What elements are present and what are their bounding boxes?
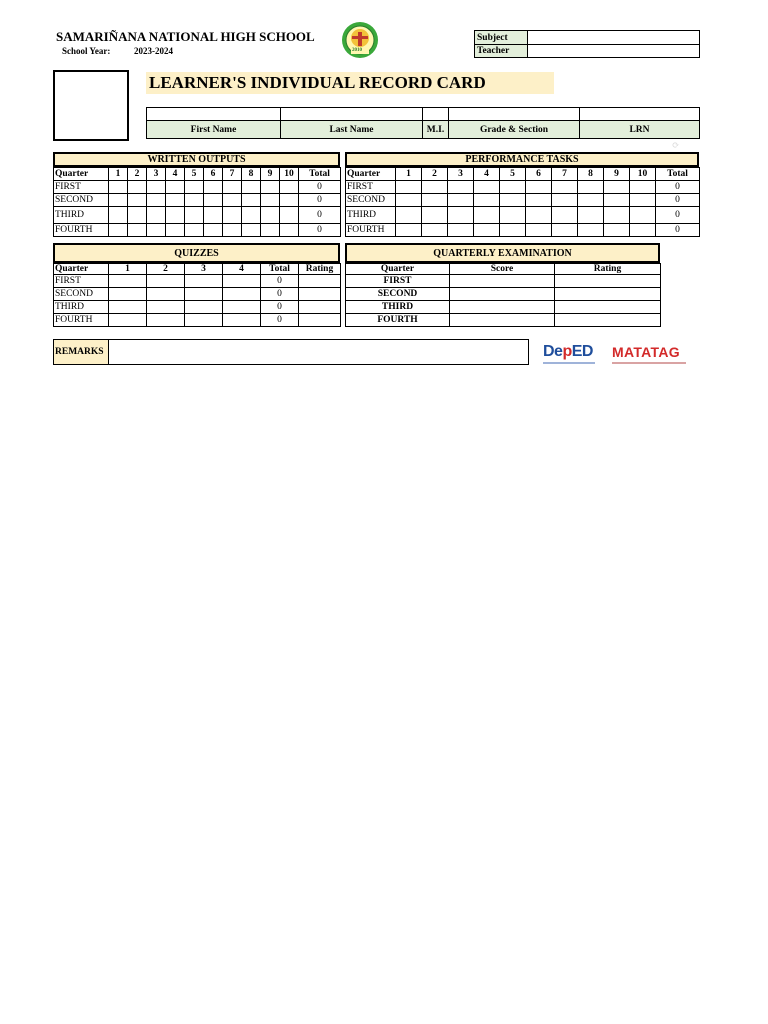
qe-row-second: [346, 288, 661, 301]
wo-cell[interactable]: [204, 207, 223, 224]
pt-quarter-label: FIRST: [346, 181, 396, 194]
pt-total: 0: [656, 181, 700, 194]
pt-col-2: 2: [422, 168, 448, 181]
wo-cell[interactable]: [280, 181, 299, 194]
wo-cell[interactable]: [185, 224, 204, 237]
qz-total: 0: [261, 301, 299, 314]
qz-rating[interactable]: [299, 314, 341, 327]
qe-score-cell[interactable]: [450, 314, 555, 327]
qe-quarter-label: FIRST: [346, 275, 450, 288]
last-name-field[interactable]: [281, 108, 423, 121]
qe-quarter-label: THIRD: [346, 301, 450, 314]
pt-cell[interactable]: [500, 194, 526, 207]
wo-cell[interactable]: [109, 181, 128, 194]
wo-total: 0: [299, 224, 341, 237]
wo-row-first: [54, 181, 341, 194]
qz-rating[interactable]: [299, 275, 341, 288]
pt-quarter-label: THIRD: [346, 207, 396, 224]
wo-cell[interactable]: [109, 224, 128, 237]
pt-cell[interactable]: [578, 207, 604, 224]
wo-cell[interactable]: [147, 181, 166, 194]
qz-col-1: 1: [109, 264, 147, 275]
qz-rating[interactable]: [299, 288, 341, 301]
pt-row-third: [346, 207, 700, 224]
qz-cell[interactable]: [147, 301, 185, 314]
wo-row-second: [54, 194, 341, 207]
qz-rating-header: Rating: [299, 264, 341, 275]
written-outputs-table: [53, 167, 341, 237]
qz-cell[interactable]: [109, 314, 147, 327]
wo-total: 0: [299, 194, 341, 207]
pt-col-5: 5: [500, 168, 526, 181]
wo-col-5: 5: [185, 168, 204, 181]
pt-cell[interactable]: [396, 207, 422, 224]
wo-cell[interactable]: [204, 181, 223, 194]
qz-cell[interactable]: [147, 275, 185, 288]
wo-row-third: [54, 207, 341, 224]
wo-cell[interactable]: [280, 194, 299, 207]
qz-total: 0: [261, 288, 299, 301]
subject-teacher-box: [474, 30, 700, 58]
pt-cell[interactable]: [630, 207, 656, 224]
wo-cell[interactable]: [261, 194, 280, 207]
pt-cell[interactable]: [526, 224, 552, 237]
pt-cell[interactable]: [422, 194, 448, 207]
qz-cell[interactable]: [109, 301, 147, 314]
pt-cell[interactable]: [526, 207, 552, 224]
watermark-icon: ⟳: [672, 140, 680, 150]
wo-col-9: 9: [261, 168, 280, 181]
remarks-field[interactable]: [109, 340, 529, 365]
grade-section-field[interactable]: [449, 108, 580, 121]
wo-cell[interactable]: [185, 207, 204, 224]
wo-cell[interactable]: [166, 181, 185, 194]
qe-rating-cell[interactable]: [555, 288, 661, 301]
qz-cell[interactable]: [109, 275, 147, 288]
pt-cell[interactable]: [526, 181, 552, 194]
wo-cell[interactable]: [185, 181, 204, 194]
wo-cell[interactable]: [242, 224, 261, 237]
lrn-field[interactable]: [580, 108, 700, 121]
pt-col-10: 10: [630, 168, 656, 181]
qz-total-header: Total: [261, 264, 299, 275]
pt-cell[interactable]: [448, 224, 474, 237]
written-outputs-title: WRITTEN OUTPUTS: [53, 152, 340, 167]
qz-rating[interactable]: [299, 301, 341, 314]
pt-total: 0: [656, 207, 700, 224]
qe-rating-cell[interactable]: [555, 275, 661, 288]
wo-cell[interactable]: [128, 194, 147, 207]
lrn-label: LRN: [580, 121, 700, 139]
pt-cell[interactable]: [552, 181, 578, 194]
wo-cell[interactable]: [242, 207, 261, 224]
learner-info-table: [146, 107, 700, 139]
pt-cell[interactable]: [396, 181, 422, 194]
wo-cell[interactable]: [147, 207, 166, 224]
pt-cell[interactable]: [500, 181, 526, 194]
performance-tasks-table: [345, 167, 700, 237]
wo-total: 0: [299, 207, 341, 224]
school-year-value: 2023-2024: [134, 46, 173, 56]
wo-cell[interactable]: [204, 194, 223, 207]
pt-cell[interactable]: [552, 207, 578, 224]
pt-cell[interactable]: [422, 181, 448, 194]
teacher-label: Teacher: [475, 45, 528, 58]
pt-total-header: Total: [656, 168, 700, 181]
wo-quarter-label: SECOND: [54, 194, 109, 207]
pt-cell[interactable]: [474, 194, 500, 207]
qz-quarter-label: FOURTH: [54, 314, 109, 327]
quizzes-title: QUIZZES: [53, 243, 340, 263]
matatag-logo: [612, 344, 690, 366]
wo-cell[interactable]: [147, 194, 166, 207]
mi-label: M.I.: [423, 121, 449, 139]
quarterly-exam-title: QUARTERLY EXAMINATION: [345, 243, 660, 263]
pt-col-3: 3: [448, 168, 474, 181]
pt-row-second: [346, 194, 700, 207]
wo-cell[interactable]: [242, 194, 261, 207]
school-year-label: School Year:: [62, 46, 111, 56]
wo-cell[interactable]: [280, 207, 299, 224]
qe-row-fourth: [346, 314, 661, 327]
school-seal-logo: [335, 20, 385, 60]
wo-total: 0: [299, 181, 341, 194]
wo-cell[interactable]: [128, 181, 147, 194]
qe-rating-cell[interactable]: [555, 301, 661, 314]
first-name-field[interactable]: [147, 108, 281, 121]
grade-section-label: Grade & Section: [449, 121, 580, 139]
wo-cell[interactable]: [280, 224, 299, 237]
pt-cell[interactable]: [396, 224, 422, 237]
qe-score-header: Score: [450, 264, 555, 275]
qz-col-3: 3: [185, 264, 223, 275]
pt-quarter-label: FOURTH: [346, 224, 396, 237]
pt-cell[interactable]: [578, 181, 604, 194]
qe-quarter-label: FOURTH: [346, 314, 450, 327]
qe-score-cell[interactable]: [450, 288, 555, 301]
pt-row-fourth: [346, 224, 700, 237]
wo-cell[interactable]: [166, 224, 185, 237]
wo-col-8: 8: [242, 168, 261, 181]
pt-cell[interactable]: [630, 181, 656, 194]
wo-cell[interactable]: [223, 207, 242, 224]
qz-total: 0: [261, 275, 299, 288]
qz-quarter-label: THIRD: [54, 301, 109, 314]
pt-total: 0: [656, 224, 700, 237]
wo-cell[interactable]: [223, 181, 242, 194]
quizzes-table: [53, 263, 341, 327]
qe-row-third: [346, 301, 661, 314]
pt-cell[interactable]: [448, 194, 474, 207]
qz-cell[interactable]: [147, 288, 185, 301]
qz-quarter-label: SECOND: [54, 288, 109, 301]
wo-cell[interactable]: [261, 181, 280, 194]
qz-cell[interactable]: [223, 275, 261, 288]
wo-quarter-label: FIRST: [54, 181, 109, 194]
wo-row-fourth: [54, 224, 341, 237]
subject-field[interactable]: [528, 31, 700, 45]
pt-row-first: [346, 181, 700, 194]
pt-cell[interactable]: [474, 224, 500, 237]
wo-cell[interactable]: [166, 207, 185, 224]
deped-logo: DepED: [543, 343, 599, 365]
pt-cell[interactable]: [422, 207, 448, 224]
qz-quarter-header: Quarter: [54, 264, 109, 275]
wo-cell[interactable]: [242, 181, 261, 194]
pt-cell[interactable]: [474, 181, 500, 194]
wo-cell[interactable]: [261, 207, 280, 224]
pt-col-4: 4: [474, 168, 500, 181]
pt-cell[interactable]: [604, 194, 630, 207]
qz-cell[interactable]: [147, 314, 185, 327]
wo-cell[interactable]: [223, 224, 242, 237]
last-name-label: Last Name: [281, 121, 423, 139]
remarks-label: REMARKS: [54, 340, 109, 365]
page-title: LEARNER'S INDIVIDUAL RECORD CARD: [146, 72, 554, 94]
wo-cell[interactable]: [204, 224, 223, 237]
pt-cell[interactable]: [396, 194, 422, 207]
wo-quarter-label: THIRD: [54, 207, 109, 224]
qz-cell[interactable]: [185, 301, 223, 314]
wo-col-6: 6: [204, 168, 223, 181]
pt-cell[interactable]: [500, 224, 526, 237]
mi-field[interactable]: [423, 108, 449, 121]
qe-score-cell[interactable]: [450, 301, 555, 314]
school-name: SAMARIÑANA NATIONAL HIGH SCHOOL: [56, 29, 315, 44]
qz-quarter-label: FIRST: [54, 275, 109, 288]
wo-cell[interactable]: [147, 224, 166, 237]
qe-row-first: [346, 275, 661, 288]
wo-total-header: Total: [299, 168, 341, 181]
qz-row-second: [54, 288, 341, 301]
qz-cell[interactable]: [223, 301, 261, 314]
wo-cell[interactable]: [109, 194, 128, 207]
qe-quarter-label: SECOND: [346, 288, 450, 301]
pt-col-8: 8: [578, 168, 604, 181]
wo-cell[interactable]: [128, 224, 147, 237]
pt-cell[interactable]: [630, 194, 656, 207]
pt-cell[interactable]: [630, 224, 656, 237]
wo-cell[interactable]: [185, 194, 204, 207]
teacher-field[interactable]: [528, 45, 700, 58]
quarterly-exam-table: [345, 263, 661, 327]
subject-label: Subject: [475, 31, 528, 45]
wo-col-2: 2: [128, 168, 147, 181]
wo-quarter-header: Quarter: [54, 168, 109, 181]
remarks-table: [53, 339, 529, 365]
qz-col-4: 4: [223, 264, 261, 275]
pt-cell[interactable]: [604, 181, 630, 194]
pt-cell[interactable]: [448, 207, 474, 224]
pt-cell[interactable]: [474, 207, 500, 224]
wo-col-10: 10: [280, 168, 299, 181]
wo-col-3: 3: [147, 168, 166, 181]
qz-cell[interactable]: [109, 288, 147, 301]
qz-cell[interactable]: [223, 314, 261, 327]
seal-year: 2010: [352, 48, 362, 53]
wo-cell[interactable]: [223, 194, 242, 207]
wo-col-7: 7: [223, 168, 242, 181]
first-name-label: First Name: [147, 121, 281, 139]
qe-quarter-header: Quarter: [346, 264, 450, 275]
qz-cell[interactable]: [223, 288, 261, 301]
pt-cell[interactable]: [500, 207, 526, 224]
wo-cell[interactable]: [261, 224, 280, 237]
pt-col-7: 7: [552, 168, 578, 181]
pt-cell[interactable]: [578, 224, 604, 237]
qe-score-cell[interactable]: [450, 275, 555, 288]
qz-col-2: 2: [147, 264, 185, 275]
pt-cell[interactable]: [552, 224, 578, 237]
qz-cell[interactable]: [185, 288, 223, 301]
pt-col-9: 9: [604, 168, 630, 181]
qz-cell[interactable]: [185, 314, 223, 327]
pt-total: 0: [656, 194, 700, 207]
pt-cell[interactable]: [552, 194, 578, 207]
qe-rating-header: Rating: [555, 264, 661, 275]
qe-rating-cell[interactable]: [555, 314, 661, 327]
pt-cell[interactable]: [448, 181, 474, 194]
pt-quarter-header: Quarter: [346, 168, 396, 181]
pt-cell[interactable]: [578, 194, 604, 207]
wo-quarter-label: FOURTH: [54, 224, 109, 237]
pt-quarter-label: SECOND: [346, 194, 396, 207]
pt-col-1: 1: [396, 168, 422, 181]
qz-cell[interactable]: [185, 275, 223, 288]
qz-row-third: [54, 301, 341, 314]
wo-cell[interactable]: [166, 194, 185, 207]
pt-cell[interactable]: [604, 207, 630, 224]
performance-tasks-title: PERFORMANCE TASKS: [345, 152, 699, 167]
qz-row-fourth: [54, 314, 341, 327]
pt-col-6: 6: [526, 168, 552, 181]
qz-row-first: [54, 275, 341, 288]
pt-cell[interactable]: [422, 224, 448, 237]
matatag-wordmark: MATATAG: [612, 344, 680, 360]
photo-box[interactable]: [53, 70, 129, 141]
wo-col-4: 4: [166, 168, 185, 181]
wo-cell[interactable]: [109, 207, 128, 224]
pt-cell[interactable]: [526, 194, 552, 207]
pt-cell[interactable]: [604, 224, 630, 237]
wo-cell[interactable]: [128, 207, 147, 224]
qz-total: 0: [261, 314, 299, 327]
wo-col-1: 1: [109, 168, 128, 181]
